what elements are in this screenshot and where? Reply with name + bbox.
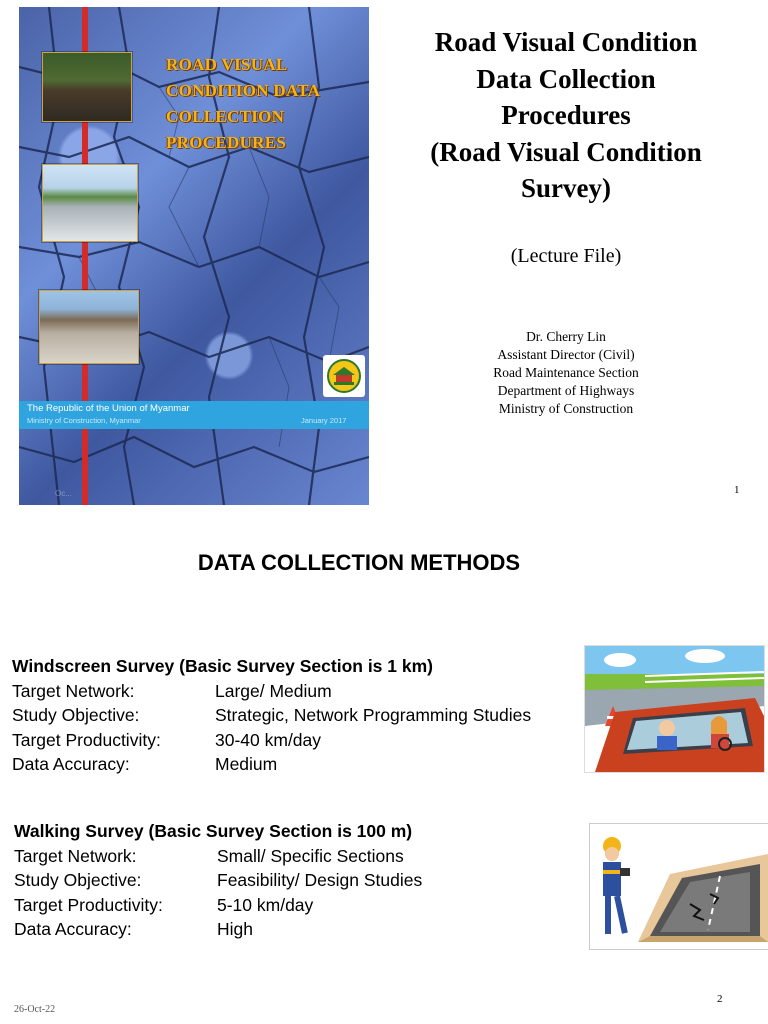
row-label: Target Network: <box>14 845 137 866</box>
slide-date: 26-Oct-22 <box>14 1004 56 1015</box>
row-value: High <box>217 919 253 939</box>
slide-2 <box>0 512 768 1024</box>
walking-survey-illustration <box>589 823 768 950</box>
page-title <box>388 24 744 207</box>
windscreen-survey-illustration <box>584 645 765 773</box>
windscreen-survey-block <box>12 654 531 777</box>
author-position: Assistant Director (Civil) <box>497 347 635 362</box>
cover-image <box>19 7 369 505</box>
survey-row <box>14 893 422 918</box>
row-value: Strategic, Network Programming Studies <box>215 705 532 725</box>
survey-row <box>12 752 531 777</box>
survey-row <box>12 679 531 704</box>
page-number: 2 <box>717 993 723 1005</box>
row-label: Study Objective: <box>12 705 140 725</box>
row-value: 30-40 km/day <box>215 729 322 750</box>
cover-faint-text: Oc... <box>55 489 72 498</box>
row-label: Target Network: <box>12 680 135 701</box>
title-line: Survey) <box>521 173 611 203</box>
cover-title-line: CONDITION DATA <box>166 81 321 100</box>
survey-row <box>14 844 422 869</box>
cover-ministry: Ministry of Construction, Myanmar <box>27 416 141 425</box>
ministry-emblem-icon <box>323 355 365 397</box>
row-value: Feasibility/ Design Studies <box>217 870 423 890</box>
survey-title: Windscreen Survey (Basic Survey Section is 1 km) <box>12 656 433 676</box>
title-line: Road Visual Condition <box>434 27 698 57</box>
title-line: Data Collection <box>476 63 656 94</box>
row-value: Large/ Medium <box>215 680 332 701</box>
row-value: Medium <box>215 754 278 774</box>
slide-heading: DATA COLLECTION METHODS <box>197 550 521 575</box>
author-name: Dr. Cherry Lin <box>526 329 606 344</box>
survey-row <box>12 703 531 728</box>
cover-photo-cracked-road <box>42 164 138 242</box>
cover-title-line: ROAD VISUAL <box>166 55 288 74</box>
title-line: Procedures <box>501 100 631 130</box>
title-line: (Road Visual Condition <box>430 136 702 167</box>
survey-title: Walking Survey (Basic Survey Section is 100 m) <box>14 821 413 841</box>
author-ministry: Ministry of Construction <box>498 401 634 416</box>
subtitle: (Lecture File) <box>510 245 622 267</box>
cover-title-line: PROCEDURES <box>166 133 287 152</box>
page-number: 1 <box>734 484 740 496</box>
row-value: Small/ Specific Sections <box>217 845 404 866</box>
row-label: Data Accuracy: <box>14 919 132 939</box>
cover-title <box>166 52 356 156</box>
cover-country: The Republic of the Union of Myanmar <box>27 403 190 414</box>
row-value: 5-10 km/day <box>217 894 314 915</box>
cover-photo-gravel-road <box>39 290 139 364</box>
cover-date: January 2017 <box>301 416 347 425</box>
cover-photo-damaged-road <box>42 52 132 122</box>
walking-survey-block <box>14 819 422 942</box>
survey-row <box>14 868 422 893</box>
row-label: Target Productivity: <box>12 729 161 750</box>
author-department: Department of Highways <box>497 383 635 398</box>
row-label: Study Objective: <box>14 870 142 890</box>
author-block <box>388 328 744 418</box>
row-label: Target Productivity: <box>14 894 163 915</box>
survey-row <box>14 917 422 942</box>
cover-title-line: COLLECTION <box>166 107 285 126</box>
author-section: Road Maintenance Section <box>493 365 639 380</box>
row-label: Data Accuracy: <box>12 754 130 774</box>
survey-row <box>12 728 531 753</box>
